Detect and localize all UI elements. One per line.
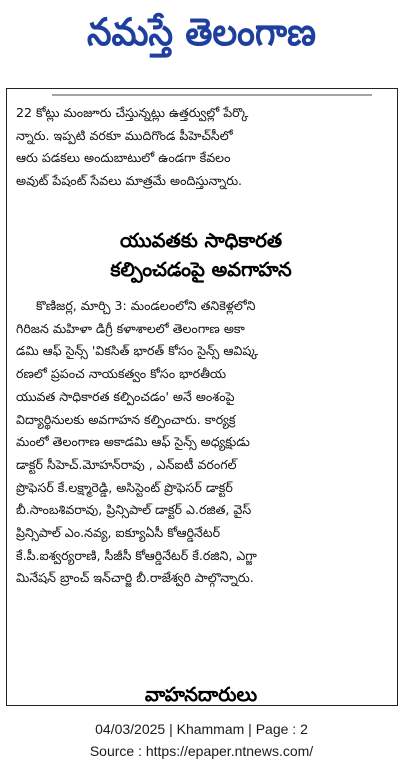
footer-source-link[interactable]: Source : https://epaper.ntnews.com/ <box>89 743 314 759</box>
footer-date-edition-page: 04/03/2025 | Khammam | Page : 2 <box>95 721 308 737</box>
clipping-footer <box>0 718 403 762</box>
newspaper-masthead <box>8 6 394 66</box>
article-line: రణలో ప్రపంచ నాయకత్వం కోసం భారతీయ <box>16 366 227 382</box>
article-line: కొణిజర్ల, మార్చి 3: మండలంలోని తనికెళ్లలోని <box>36 298 256 313</box>
article-line: అవుట్ పేషంట్ సేవలు మాత్రమే అందిస్తున్నారు. <box>16 172 243 188</box>
article-line: గిరిజన మహిళా డిగ్రీ కళాశాలలో తెలంగాణ అకా <box>16 320 245 336</box>
next-headline-text: వాహనదారులు <box>144 683 258 706</box>
article-line: న్నారు. ఇప్పటి వరకూ ముదిగొండ పీహెచ్‌సీలో <box>16 127 233 143</box>
article-line: మంలో తెలంగాణ అకాడమి ఆఫ్ సైన్స్ అధ్యక్షుడు <box>16 434 250 450</box>
next-article-headline <box>16 680 386 709</box>
headline-line-2: కల్పించడంపై అవగాహన <box>110 258 292 281</box>
article-top-continuation <box>16 102 386 192</box>
article-line: ప్రిన్సిపాల్ ఎం.నవ్య, ఐక్యూఏసీ కోఆర్డినేటర్ <box>16 525 221 541</box>
article-line: బీ.సాంబశివరావు, ప్రిన్సిపాల్ డాక్టర్ ఎ.రజిత, వైస్ <box>16 502 252 518</box>
article-body <box>16 295 386 590</box>
article-line: డమి ఆఫ్ సైన్స్ 'వికసిత్ భారత్ కోసం సైన్స్ ఆవిష్క <box>16 343 259 359</box>
masthead-logo-text: నమస్తే తెలంగాణ <box>86 8 316 54</box>
article-line: కే.పీ.ఐశ్వర్యరాణి, సీజీసీ కోఆర్డినేటర్ కే.రజిని, ఎగ్జా <box>16 547 257 563</box>
headline-line-1: యువతకు సాధికారత <box>119 229 283 252</box>
article-line: ఆరు పడకలు అందుబాటులో ఉండగా కేవలం <box>16 150 231 165</box>
article-line: డాక్టర్ సీహెచ్.మోహన్‌రావు , ఎన్‌ఐటీ వరంగల్ <box>16 456 237 472</box>
article-line: ప్రొఫెసర్ కే.లక్ష్మారెడ్డి, అసిస్టెంట్ ప్రొఫెసర్ డాక్టర్ <box>16 479 233 495</box>
article-line: విద్యార్థినులకు అవగాహన కల్పించారు. కార్యక్ర <box>16 411 236 427</box>
article-line: 22 కోట్లు మంజూరు చేస్తున్నట్లు ఉత్తర్వుల్లో పేర్కొ <box>16 105 249 120</box>
article-line: మినేషన్ బ్రాంచ్ ఇన్‌చార్జి బీ.రాజేశ్వరి పాల్గొన్నారు. <box>16 570 254 586</box>
article-line: యువత సాధికారత కల్పించడం' అనే అంశంపై <box>16 388 235 404</box>
article-headline <box>16 226 386 284</box>
